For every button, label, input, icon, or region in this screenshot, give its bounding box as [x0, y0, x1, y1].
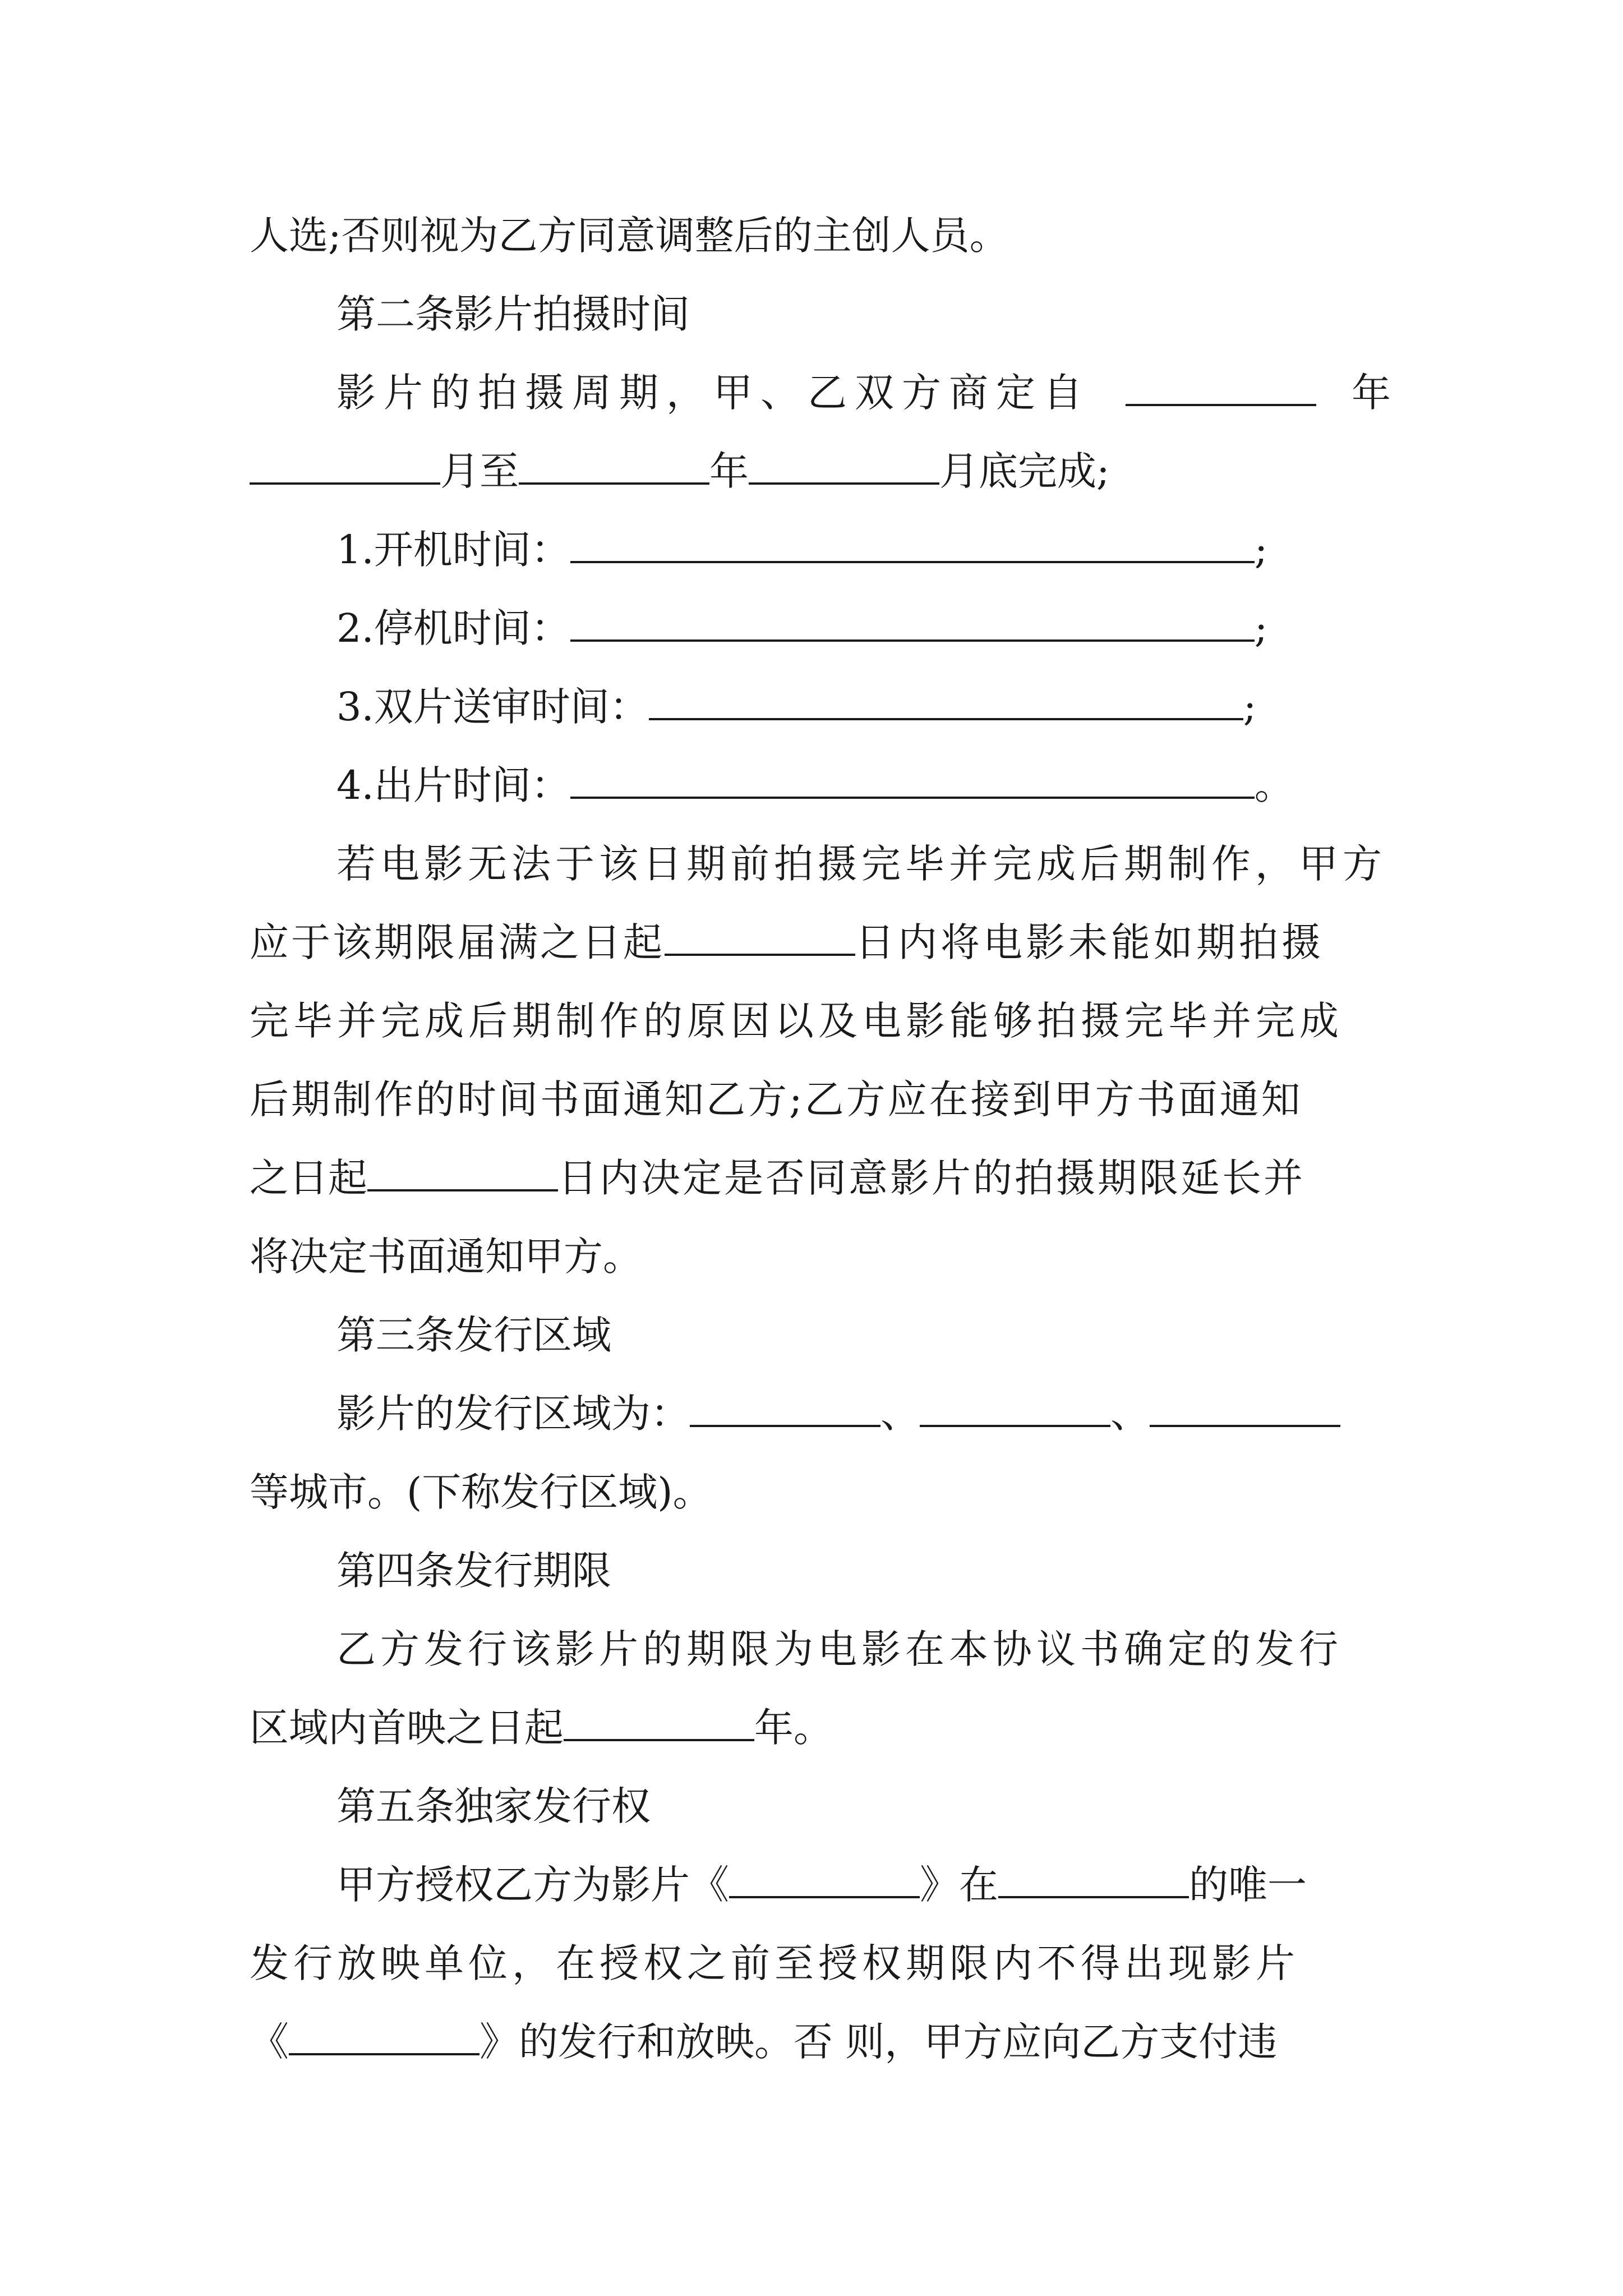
paragraph-text: 》在 — [920, 1862, 998, 1908]
text-line — [250, 1071, 1391, 1128]
list-item-label: 1.开机时间： — [336, 527, 570, 573]
text-line — [250, 208, 1391, 264]
blank-field — [519, 444, 709, 485]
paragraph-text: 影片的发行区域为： — [336, 1391, 690, 1437]
blank-field — [367, 1151, 558, 1191]
blank-field — [665, 915, 855, 956]
list-item-label: 4.出片时间： — [336, 762, 570, 808]
paragraph-text: 之日起 — [250, 1155, 367, 1201]
paragraph-text: ; — [1254, 605, 1268, 651]
blank-field — [1150, 1387, 1340, 1427]
blank-field — [749, 444, 939, 485]
paragraph-text: 区域内首映之日起 — [250, 1705, 564, 1751]
text-line — [336, 365, 1391, 421]
paragraph-text: 日内决定是否同意影片的拍摄期限延长并 — [558, 1155, 1305, 1201]
text-line — [250, 1228, 1391, 1285]
blank-field — [649, 680, 1243, 720]
text-line — [250, 1700, 1391, 1756]
blank-field — [920, 1387, 1110, 1427]
blank-field — [564, 1701, 754, 1741]
paragraph-text: ; — [1254, 527, 1268, 573]
list-item — [336, 600, 1391, 656]
paragraph-text: 若电影无法于该日期前拍摄完毕并完成后期制作，甲方 — [336, 841, 1386, 887]
text-line — [336, 836, 1391, 892]
blank-field — [1126, 366, 1316, 406]
section-heading: 第四条发行期限 — [336, 1548, 611, 1594]
text-line — [250, 1935, 1391, 1991]
blank-field — [289, 2015, 479, 2055]
paragraph-text: 年 — [709, 448, 749, 494]
paragraph-text: 。 — [1254, 762, 1294, 808]
paragraph-text: 人选;否则视为乙方同意调整后的主创人员。 — [250, 213, 1009, 259]
section-heading: 第二条影片拍摄时间 — [336, 291, 690, 337]
paragraph-text: 后期制作的时间书面通知乙方;乙方应在接到甲方书面通知 — [250, 1076, 1303, 1122]
blank-field — [570, 601, 1255, 642]
paragraph-text: 乙方发行该影片的期限为电影在本协议书确定的发行 — [336, 1626, 1343, 1672]
text-line — [336, 1857, 1391, 1913]
text-line — [336, 1386, 1391, 1442]
text-line — [250, 1464, 1391, 1520]
list-item — [336, 522, 1391, 578]
text-line — [250, 993, 1391, 1049]
list-item — [336, 679, 1391, 735]
article-4-title — [336, 1543, 1391, 1599]
paragraph-text: 月底完成; — [939, 448, 1110, 494]
article-3-title — [336, 1307, 1391, 1363]
article-2-title — [336, 286, 1391, 342]
paragraph-text: 完毕并完成后期制作的原因以及电影能够拍摄完毕并完成 — [250, 998, 1343, 1044]
article-5-title — [336, 1778, 1391, 1834]
paragraph-text: 、 — [1110, 1391, 1150, 1437]
section-heading: 第三条发行区域 — [336, 1312, 611, 1358]
paragraph-text: 的唯一 — [1189, 1862, 1307, 1908]
paragraph-text: 日内将电影未能如期拍摄 — [855, 919, 1324, 965]
paragraph-text: 年 — [1352, 370, 1391, 416]
paragraph-text: 》的发行和放映。否 则，甲方应向乙方支付违 — [479, 2019, 1278, 2065]
text-line — [250, 914, 1391, 970]
text-line — [250, 443, 1391, 499]
blank-field — [998, 1858, 1189, 1898]
list-item-label: 2.停机时间： — [336, 605, 570, 651]
list-item — [336, 757, 1391, 813]
blank-field — [570, 523, 1255, 563]
blank-field — [250, 444, 440, 485]
paragraph-text: 将决定书面通知甲方。 — [250, 1234, 642, 1280]
blank-field — [690, 1387, 880, 1427]
paragraph-text: 、 — [880, 1391, 920, 1437]
text-line — [250, 1150, 1391, 1206]
text-line — [250, 2014, 1391, 2070]
blank-field — [570, 758, 1255, 799]
paragraph-text: ; — [1243, 684, 1257, 730]
paragraph-text: 影片的拍摄周期，甲、乙双方商定自 — [336, 370, 1090, 416]
paragraph-text: 年。 — [754, 1705, 833, 1751]
section-heading: 第五条独家发行权 — [336, 1783, 651, 1829]
paragraph-text: 甲方授权乙方为影片《 — [336, 1862, 729, 1908]
blank-field — [729, 1858, 920, 1898]
list-item-label: 3.双片送审时间： — [336, 684, 649, 730]
text-line — [336, 1621, 1391, 1677]
paragraph-text: 应于该期限届满之日起 — [250, 919, 665, 965]
paragraph-text: 《 — [250, 2019, 289, 2065]
paragraph-text: 月至 — [440, 448, 519, 494]
paragraph-text: 等城市。(下称发行区域)。 — [250, 1469, 712, 1515]
paragraph-text: 发行放映单位，在授权之前至授权期限内不得出现影片 — [250, 1940, 1299, 1986]
